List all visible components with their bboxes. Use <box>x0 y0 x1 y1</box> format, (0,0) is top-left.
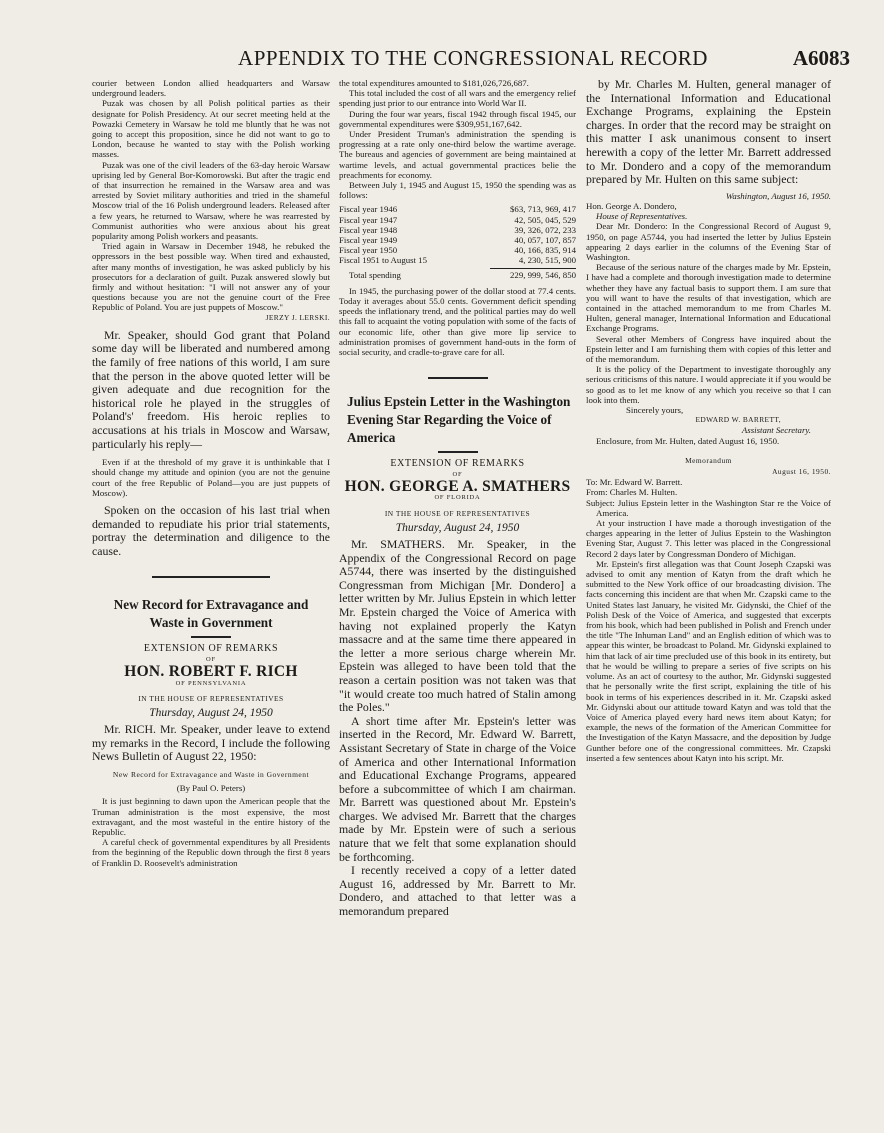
spending-label: Fiscal year 1948 <box>339 224 398 235</box>
letter-address: House of Representatives. <box>596 211 688 222</box>
column-1 <box>92 78 330 868</box>
letter-address: Hon. George A. Dondero, <box>586 200 677 211</box>
spending-label: Fiscal year 1950 <box>339 245 398 256</box>
member-state: OF FLORIDA <box>434 494 481 502</box>
paragraph: In 1945, the purchasing power of the dollar stood at 77.4 cents. Today it averages about 55.0 cents. Government deficit spending speeds the inflationary trend, and the political parties may do well this fall to acquaint the voting population with some of the facts of our economic life, other than give more lip service to administration promises of government hand-outs in the form of social security, and cradle-to-grave care for all. <box>339 285 576 358</box>
memo-heading: Memorandum <box>685 455 732 465</box>
spending-row <box>339 204 576 214</box>
running-title: APPENDIX TO THE CONGRESSIONAL RECORD <box>238 46 708 70</box>
article-title: New Record for Extravagance and Waste in Government <box>112 769 310 779</box>
memo-date: August 16, 1950. <box>772 467 831 477</box>
spending-table <box>339 204 576 265</box>
paragraph: Tried again in Warsaw in December 1948, he rebuked the oppressors in the best possible way. When tired and exhausted, after many months of investigation, he was asked publicly by his prosecutors for a declaration of guilt. Puzak answered slowly but firmly and without hesitation: "I will not answer any of your questions because you are not the genuine court of the Free Republic of Poland. You are just puppets of Moscow." <box>92 241 330 313</box>
letter-signer-title: Assistant Secretary. <box>741 425 811 436</box>
paragraph: Spoken on the occasion of his last trial when demanded to repudiate his prior trial statements, portray the determination and diligence to the cause. <box>92 503 330 558</box>
chamber: IN THE HOUSE OF REPRESENTATIVES <box>384 508 531 518</box>
member-name: HON. GEORGE A. SMATHERS <box>344 478 571 496</box>
byline: (By Paul O. Peters) <box>176 783 246 794</box>
headline-divider <box>191 636 231 638</box>
block-quote: Even if at the threshold of my grave it is unthinkable that I should change my attitude and opinion (you are not the genuine court of the free Republic of Poland—you are just puppets of Moscow). <box>92 457 330 498</box>
spending-value: 40, 166, 835, 914 <box>514 245 576 256</box>
spending-label: Fiscal 1951 to August 15 <box>339 255 427 266</box>
paragraph: Under President Truman's administration the spending is progressing at a rate only one-third below the wartime average. The bureaus and agencies of government are being maintained at wartime levels, and actual governmental practices belie the preachments for economy. <box>339 129 576 180</box>
spending-label: Fiscal year 1946 <box>339 204 398 215</box>
extension-of-remarks: EXTENSION OF REMARKS <box>143 642 279 654</box>
page-header <box>96 46 850 72</box>
paragraph: Mr. Epstein's first allegation was that Count Joseph Czapski was advised to omit any mention of Katyn from the draft which he submitted to the New York office of our broadcasting division. The facts concerning this incident are that when Mr. Czapski came to the United States last January, he visited Mr. Gidynski, the Chief of the Polish Desk of the Voice of America, and suggested that excerpts from his book, which had been published in Polish and French under the title "The Inhuman Land" and an English edition of which was to appear this winter, be broadcast to Poland. Mr. Gidynski explained to him that lack of air time precluded use of this book in its entirety, but that he would be willing to prepare a series of five scripts on his volume. As an act of courtesy to the author, Mr. Gidynski suggested that he personally write the first script, explaining the title of his book in terms of his experiences described in it. Mr. Czapski asked Mr. Gidynski about our attitude toward Katyn and was told that the Voice of America played every hard news item about Katyn; for example, the news of the formation of the American Committee for the Investigation of the Katyn Massacre, and the deposition by Judge Gunther before one of the congressional committees. Mr. Czapski inserted a few sentences about Katyn into his script. Mr. <box>586 558 831 763</box>
paragraph: courier between London allied headquarters and Warsaw underground leaders. <box>92 78 330 99</box>
memo-subject: Subject: Julius Epstein letter in the Washington Star re the Voice of America. <box>586 497 831 518</box>
spending-value: 4, 230, 515, 900 <box>518 255 576 266</box>
column-3 <box>586 78 831 763</box>
paragraph: A short time after Mr. Epstein's letter was inserted in the Record, Mr. Edward W. Barrett, Assistant Secretary of State in charge of the Voice of America and other International Information and Educational Exchange Programs, appeared before a subcommittee of which I am chairman. Mr. Barrett was questioned about Mr. Epstein's charges. We advised Mr. Barrett that the charges made by Mr. Epstein were of such a serious nature that we felt that some explanation should be forthcoming. <box>339 713 576 864</box>
letter-dateline: Washington, August 16, 1950. <box>725 190 831 201</box>
of-label: OF <box>206 656 216 664</box>
spending-value: 42, 505, 045, 529 <box>514 214 576 225</box>
spending-value: 39, 326, 072, 233 <box>514 224 576 235</box>
paragraph: This total included the cost of all wars and the emergency relief spending just prior to our entrance into World War II. <box>339 88 576 109</box>
member-name: HON. ROBERT F. RICH <box>124 663 298 681</box>
spending-row <box>339 245 576 255</box>
paragraph: It is just beginning to dawn upon the American people that the Truman administration is the most expensive, the most extravagant, and the most wasteful in the entire history of the Republic. <box>92 796 330 837</box>
total-value: 229, 999, 546, 850 <box>510 269 576 280</box>
memo-to: To: Mr. Edward W. Barrett. <box>586 477 683 488</box>
enclosure-note: Enclosure, from Mr. Hulten, dated August 16, 1950. <box>596 435 780 446</box>
column-2 <box>339 78 576 919</box>
spending-label: Fiscal year 1947 <box>339 214 398 225</box>
paragraph: I recently received a copy of a letter dated August 16, addressed by Mr. Barrett to Mr. Dondero, and attached to that letter was a memorandum prepared <box>339 863 576 919</box>
letter-closing: Sincerely yours, <box>626 405 684 416</box>
letter-signature: JERZY J. LERSKI. <box>265 312 330 322</box>
paragraph: the total expenditures amounted to $181,026,726,687. <box>339 78 529 88</box>
letter-signer: EDWARD W. BARRETT, <box>695 415 781 425</box>
section-headline: Julius Epstein Letter in the Washington Evening Star Regarding the Voice of America <box>347 394 571 446</box>
headline-divider <box>438 451 478 453</box>
paragraph: Mr. RICH. Mr. Speaker, under leave to extend my remarks in the Record, I include the following News Bulletin of August 22, 1950: <box>92 722 330 764</box>
total-rule <box>490 268 576 269</box>
spending-row <box>339 215 576 225</box>
extension-of-remarks: EXTENSION OF REMARKS <box>390 457 525 469</box>
paragraph: It is the policy of the Department to investigate thoroughly any serious criticisms of this nature. I would appreciate it if you would be so good as to let me know of any which you receive so that I can look into them. <box>586 364 831 405</box>
section-divider <box>428 377 488 379</box>
paragraph: Mr. Speaker, should God grant that Poland some day will be liberated and numbered among the family of free nations of this world, I am sure that the person in the above quoted letter will be given adequate and due recognition for the historical role he played in the struggles of Poland's' freedom. His heroic replies to accusations at his trials in Moscow and Warsaw, particularly his reply— <box>92 327 330 451</box>
paragraph: Puzak was chosen by all Polish political parties as their designate for Polish Presidency. At our secret meeting held at the Powazki Cemetery in Warsaw he told me bluntly that he was not going to accept this proposition, since he did not want to go to London, because he wanted to stay with the Polish working masses. <box>92 98 330 160</box>
paragraph: A careful check of governmental expenditures by all Presidents from the beginning of the Republic down through the first 8 years of Franklin D. Roosevelt's administration <box>92 837 330 868</box>
spending-row <box>339 255 576 265</box>
paragraph: Dear Mr. Dondero: In the Congressional Record of August 9, 1950, on page A5744, you had inserted the letter by Julius Epstein appearing 2 days earlier in the columns of the Evening Star of Washington. <box>586 221 831 262</box>
paragraph: Mr. SMATHERS. Mr. Speaker, in the Appendix of the Congressional Record on page A5744, there was inserted by the distinguished Congressman from Michigan [Mr. Dondero] a letter written by Mr. Julius Epstein in which letter Mr. Epstein charged the Voice of America with having not explained properly the Katyn massacre and at the same time there appeared in the letter a more serious charge wherein Mr. Epstein was alleged to have been told that the reason a certain position was not taken was that "it would create too much hatred of Stalin among the Poles." <box>339 537 576 715</box>
paragraph: Puzak was one of the civil leaders of the 63-day heroic Warsaw uprising led by General Bor-Komorowski. But after the tragic end of that insurrection he remained in the Warsaw area and was arrested by Soviet military authorities and tried in the shameful Moscow trial of the 16 Polish underground leaders. Released after a few years, he returned to Warsaw, where he was rearrested by Communist authorities who were anxious about his great popularity among Polish workers and peasants. <box>92 159 330 242</box>
spending-row <box>339 225 576 235</box>
chamber: IN THE HOUSE OF REPRESENTATIVES <box>138 693 284 703</box>
spending-label: Fiscal year 1949 <box>339 235 398 246</box>
total-row <box>349 270 576 280</box>
section-divider <box>152 576 270 578</box>
total-label: Total spending <box>349 269 401 280</box>
paragraph: Between July 1, 1945 and August 15, 1950 the spending was as follows: <box>339 180 576 201</box>
paragraph: by Mr. Charles M. Hulten, general manager of the International Information and Educational Exchange Programs, explaining the Epstein charges. In order that the record may be straight on this matter I ask unanimous consent to insert herewith a copy of the letter Mr. Barrett addressed to Mr. Dondero and a copy of the memorandum prepared by Mr. Hulten on this same subject: <box>586 77 831 187</box>
paragraph: During the four war years, fiscal 1942 through fiscal 1945, our governmental expenditures were $309,951,167,642. <box>339 108 576 129</box>
page-number: A6083 <box>792 46 850 70</box>
spending-value: 40, 057, 107, 857 <box>514 235 576 246</box>
paragraph: At your instruction I have made a thorough investigation of the charges appearing in the letter of Julius Epstein to the Washington Evening Star, August 7. This letter was placed in the Congressional Record 2 days later by Congressman Dondero of Michigan. <box>586 518 831 559</box>
member-state: OF PENNSYLVANIA <box>175 679 247 687</box>
paragraph: Several other Members of Congress have inquired about the Epstein letter and I am furnishing them with copies of this letter and of the memorandum. <box>586 333 831 364</box>
session-date: Thursday, August 24, 1950 <box>395 521 520 534</box>
spending-value: $63, 713, 969, 417 <box>510 204 576 215</box>
of-label: OF <box>452 470 463 478</box>
memo-from: From: Charles M. Hulten. <box>586 487 678 498</box>
spending-row <box>339 235 576 245</box>
section-headline: New Record for Extravagance and Waste in Government <box>113 597 309 631</box>
session-date: Thursday, August 24, 1950 <box>149 706 273 719</box>
paragraph: Because of the serious nature of the charges made by Mr. Epstein, I have had a complete and thorough investigation made to determine whether they have any factual basis to support them. I am sure that you will want to have the results of that investigation, which are contained in the attached memorandum to me from Charles M. Hulten, general manager, International Information and Educational Exchange Programs. <box>586 262 831 334</box>
